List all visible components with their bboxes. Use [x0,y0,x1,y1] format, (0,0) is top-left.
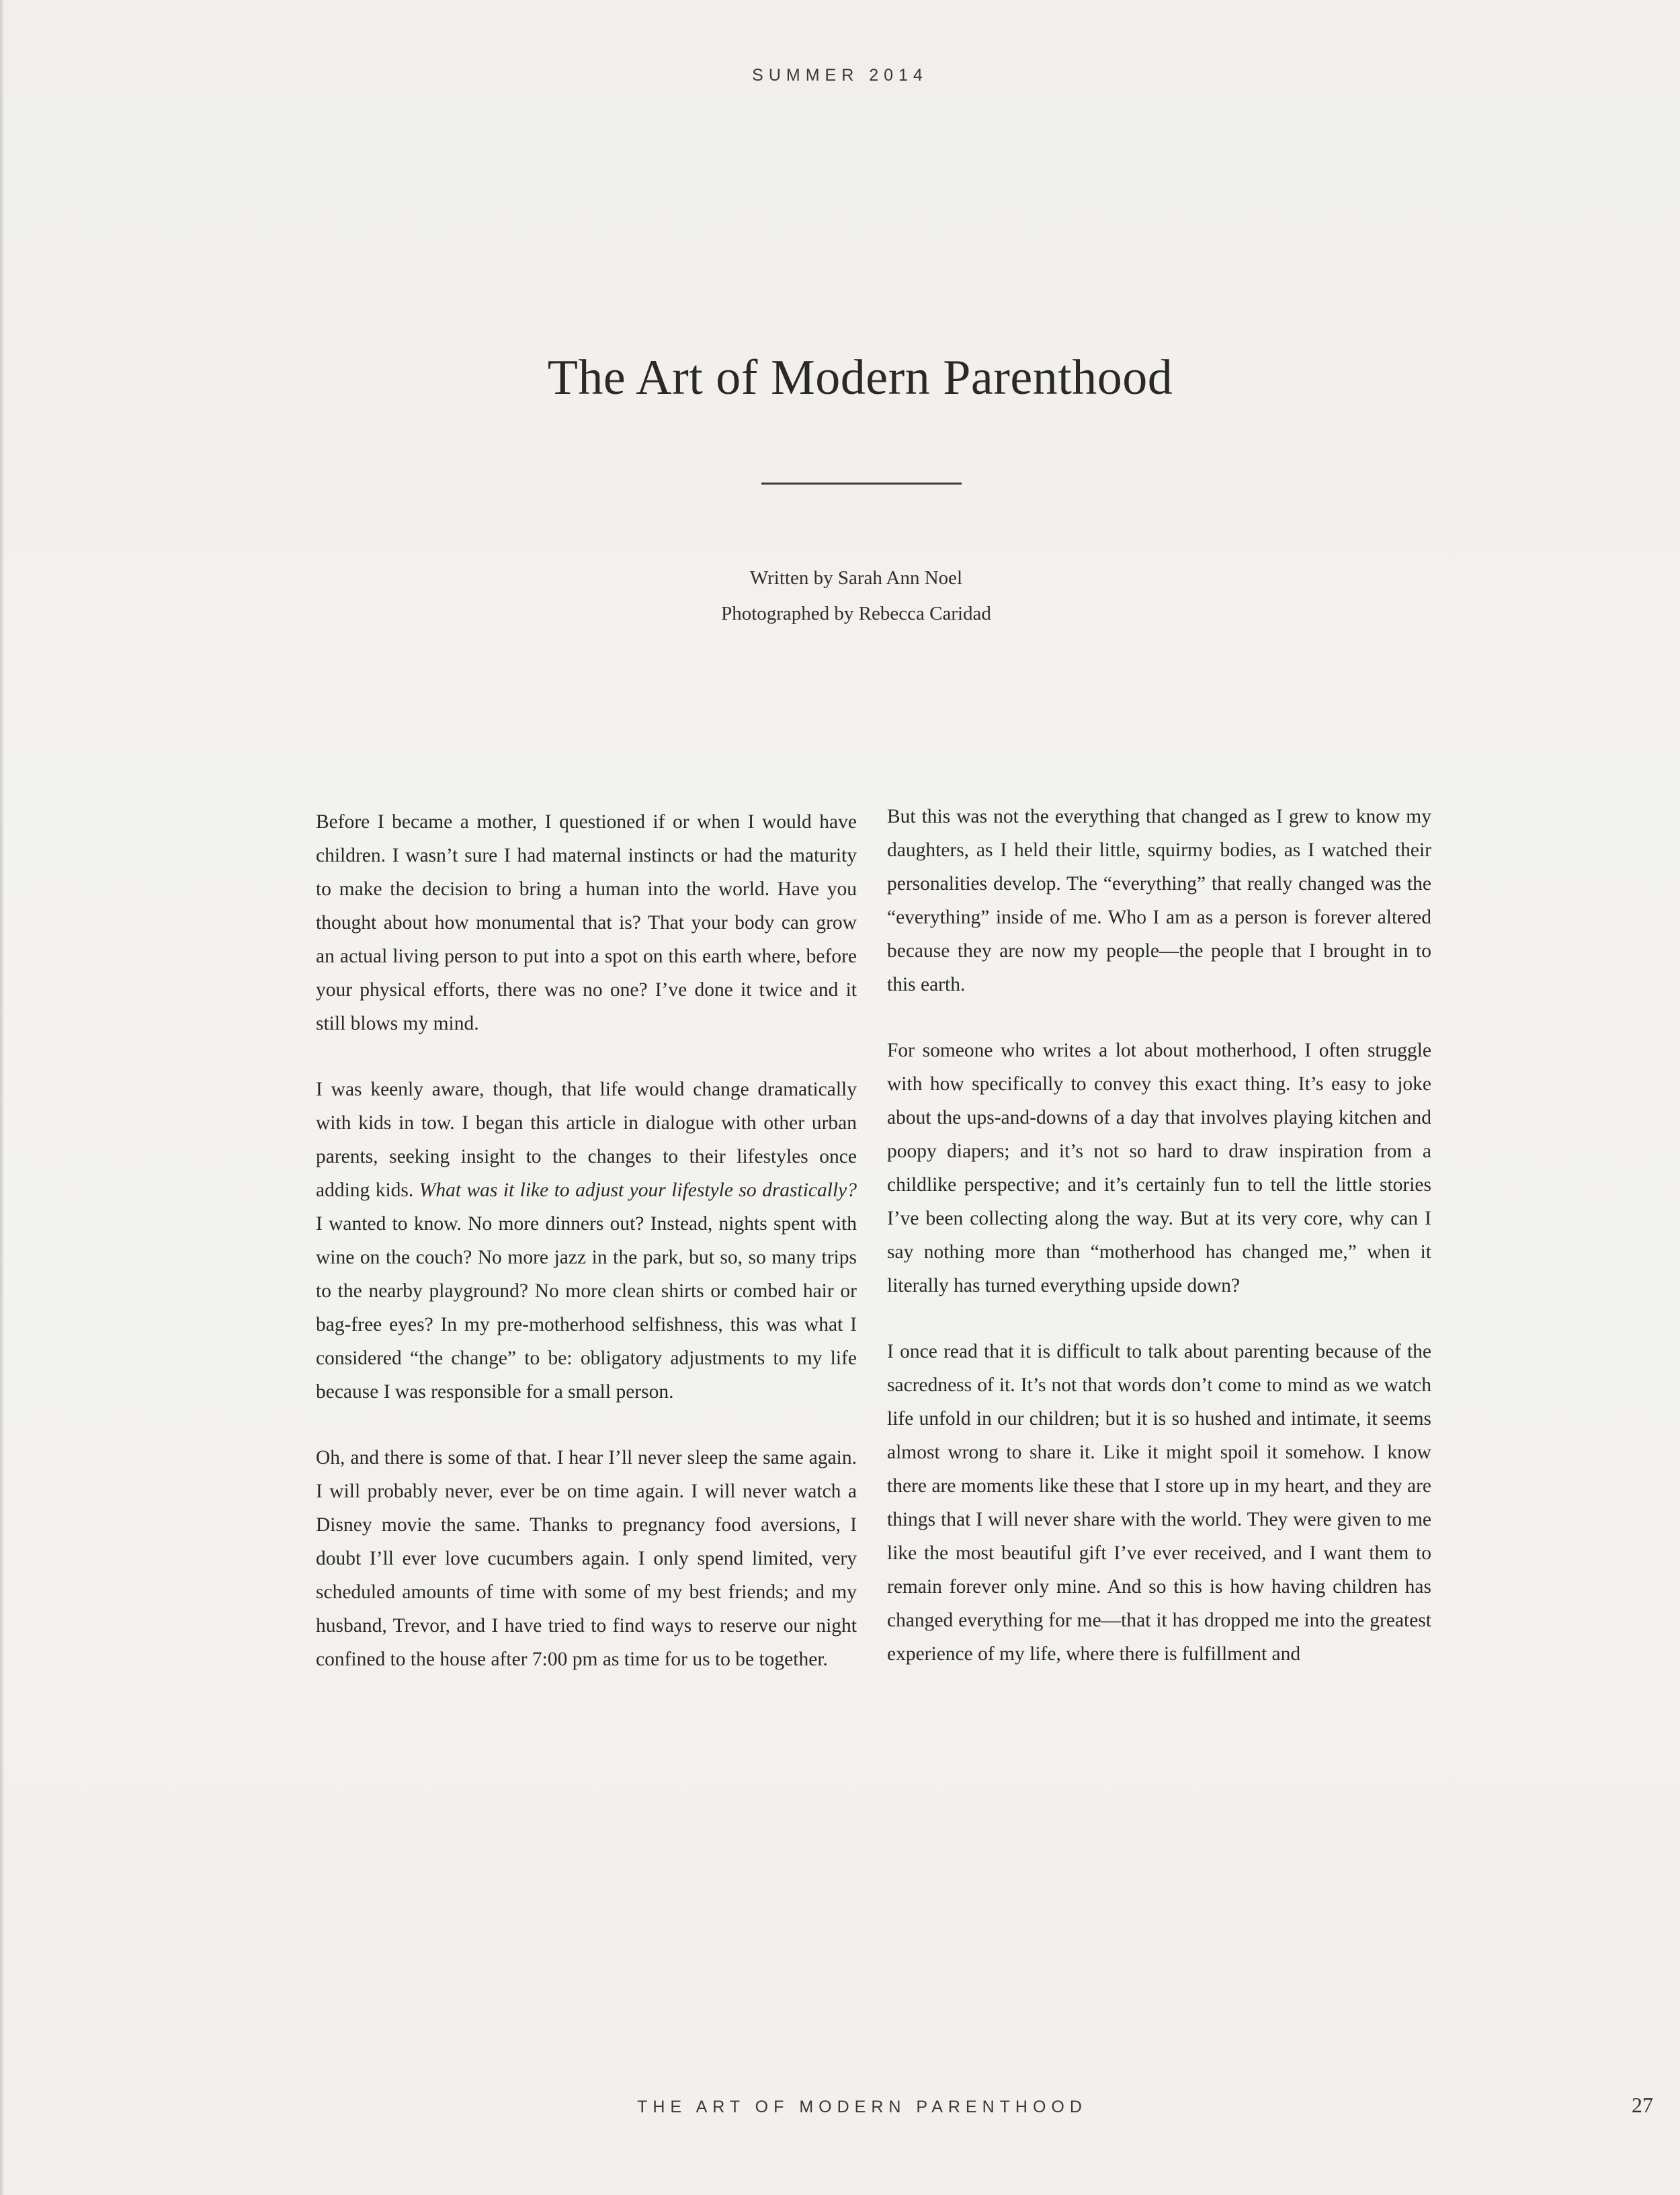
byline-writer: Written by Sarah Ann Noel [749,567,963,589]
article-title: The Art of Modern Parenthood [547,350,1173,405]
body-paragraph: I once read that it is difficult to talk about parenting because of the sacredness of it. It’s not that words don’t come to mind as we watch life unfold in our children; but it is so hushed and intimate, it seems almost wrong to share it. Like it might spoil it somehow. I know there are moments like these that I store up in my heart, and they are things that I will never share with the world. They were given to me like the most beautiful gift I’ve ever received, and I want them to remain forever only mine. And so this is how having children has changed everything for me—that it has dropped me into the greatest experience of my life, where there is fulfillment and [887,1341,1431,1665]
body-paragraph: Before I became a mother, I questioned if or when I would have children. I wasn’t sure I had maternal instincts or had the maturity to make the decision to bring a human into the world. Have you thought about how monumental that is? That your body can grow an actual living person to put into a spot on this earth where, before your physical efforts, there was no one? I’ve done it twice and it still blows my mind. [316,811,857,1034]
body-paragraph: Oh, and there is some of that. I hear I’ll never sleep the same again. I will probably never, ever be on time again. I will never watch a Disney movie the same. Thanks to pregnancy food aversions, I doubt I’ll ever love cucumbers again. I only spend limited, very scheduled amounts of time with some of my best friends; and my husband, Trevor, and I have tried to find ways to reserve our night confined to the house after 7:00 pm as time for us to be together. [316,1447,857,1670]
body-paragraph: For someone who writes a lot about motherhood, I often struggle with how specifically to convey this exact thing. It’s easy to joke about the ups-and-downs of a day that involves playing kitchen and poopy diapers; and it’s not so hard to draw inspiration from a childlike perspective; and it’s certainly fun to tell the little stories I’ve been collecting along the way. But at its very core, why can I say nothing more than “motherhood has changed me,” when it literally has turned everything upside down? [887,1040,1431,1296]
page-number: 27 [1632,2093,1653,2117]
body-column-left [316,805,857,1676]
body-paragraph: But this was not the everything that changed as I grew to know my daughters, as I held their little, squirmy bodies, as I watched their personalities develop. The “everything” that really changed was the “everything” inside of me. Who I am as a person is forever altered because they are now my people—the people that I brought in to this earth. [887,806,1431,995]
issue-running-head: SUMMER 2014 [752,66,928,85]
title-divider [761,483,962,485]
running-foot-title: THE ART OF MODERN PARENTHOOD [637,2098,1087,2116]
body-paragraph-with-italic [316,1073,857,1409]
body-column-right [887,800,1431,1671]
byline-photographer: Photographed by Rebecca Caridad [721,603,991,624]
italic-question: What was it like to adjust your lifestyle so drastically? [419,1179,857,1201]
byline [0,561,1680,632]
page-edge-shadow [0,0,4,2195]
paragraph-text: I was keenly aware, though, that life would change dramatically with kids in tow. I began this article in dialogue with other urban parents, seeking insight to the changes to their lifestyles once adding kids. [316,1079,857,1201]
paragraph-text: I wanted to know. No more dinners out? Instead, nights spent with wine on the couch? No more jazz in the park, but so, so many trips to the nearby playground? No more clean shirts or combed hair or bag-free eyes? In my pre-motherhood selfishness, this was what I considered “the change” to be: obligatory adjustments to my life because I was responsible for a small person. [316,1213,857,1403]
